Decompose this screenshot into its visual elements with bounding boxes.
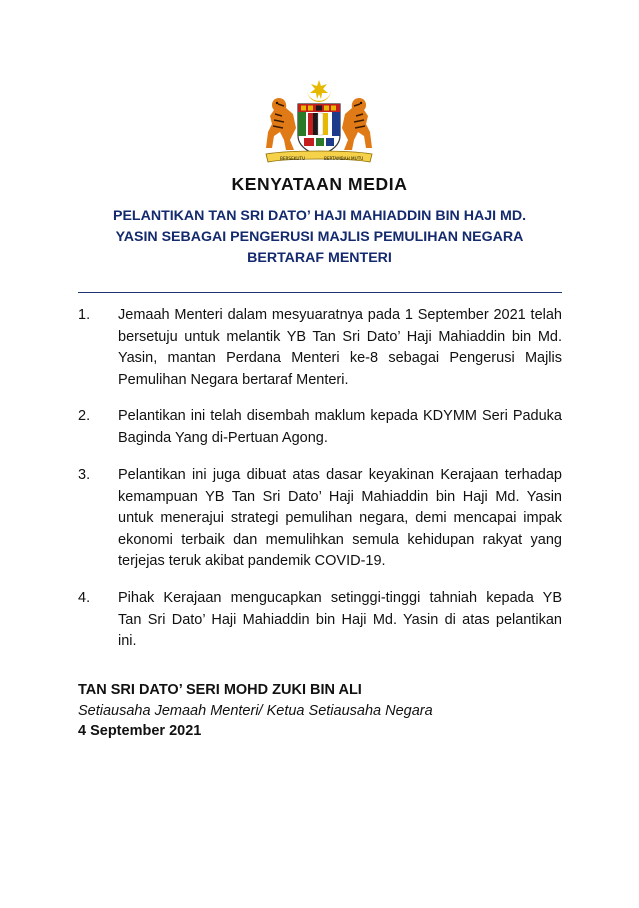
subject-line: BERTARAF MENTERI bbox=[247, 250, 392, 266]
paragraph-line: Tan Sri Dato’ Haji Mahiaddin bin Haji Md. Yasin di atas pelantikan bbox=[118, 611, 562, 628]
paragraph-line: ini. bbox=[118, 633, 137, 649]
paragraph-line: Pelantikan ini juga dibuat atas dasar keyakinan Kerajaan terhadap bbox=[118, 467, 562, 483]
paragraph-line: Yasin, mantan Perdana Menteri ke-8 sebagai Pengerusi Majlis bbox=[118, 350, 562, 366]
paragraph-line: terjejas teruk akibat pandemik COVID-19. bbox=[118, 553, 386, 569]
statement-date: 4 September 2021 bbox=[78, 723, 202, 739]
signature-block bbox=[78, 680, 562, 742]
paragraph-line: bersetuju untuk melantik YB Tan Sri Dato’ Haji Mahiaddin bin Md. bbox=[118, 328, 562, 345]
paragraph-line: Jemaah Menteri dalam mesyuaratnya pada 1 September 2021 telah bbox=[118, 307, 562, 323]
heading-divider bbox=[78, 292, 562, 293]
paragraph-text bbox=[118, 406, 562, 449]
document-title: KENYATAAN MEDIA bbox=[231, 174, 408, 194]
paragraph-line: untuk menerajui strategi pemulihan negara, demi mencapai impak bbox=[118, 510, 562, 526]
signatory-name: TAN SRI DATO’ SERI MOHD ZUKI BIN ALI bbox=[78, 682, 362, 698]
paragraph-text bbox=[118, 465, 562, 573]
paragraph-line: Baginda Yang di-Pertuan Agong. bbox=[118, 429, 328, 446]
paragraph-line: Pelantikan ini telah disembah maklum kepada KDYMM Seri Paduka bbox=[118, 408, 562, 424]
paragraph-line: Pihak Kerajaan mengucapkan setinggi-tinggi tahniah kepada YB bbox=[118, 590, 562, 606]
paragraph-text bbox=[118, 588, 562, 653]
paragraph-line: kemampuan YB Tan Sri Dato’ Haji Mahiaddin bin Haji Md. Yasin bbox=[118, 488, 562, 505]
subject-line: YASIN SEBAGAI PENGERUSI MAJLIS PEMULIHAN NEGARA bbox=[115, 229, 524, 245]
paragraph-number: 3. bbox=[78, 467, 91, 483]
paragraph-number: 4. bbox=[78, 590, 91, 606]
subject-line: PELANTIKAN TAN SRI DATO’ HAJI MAHIADDIN BIN HAJI MD. bbox=[112, 208, 527, 224]
paragraph-line: Pemulihan Negara bertaraf Menteri. bbox=[118, 371, 349, 388]
svg-text:BERTAMBAH MUTU: BERTAMBAH MUTU bbox=[324, 156, 364, 161]
malaysia-coat-of-arms-icon bbox=[260, 80, 378, 168]
paragraph-line: ekonomi terbaik dan memulihkan semula kehidupan rakyat yang bbox=[118, 531, 562, 548]
paragraph-number: 2. bbox=[78, 408, 91, 424]
signatory-title: Setiausaha Jemaah Menteri/ Ketua Setiausaha Negara bbox=[78, 702, 433, 719]
subject-heading bbox=[60, 206, 579, 269]
paragraph-number: 1. bbox=[78, 307, 91, 323]
svg-text:BERSEKUTU: BERSEKUTU bbox=[280, 156, 306, 161]
paragraph-text bbox=[118, 305, 562, 391]
